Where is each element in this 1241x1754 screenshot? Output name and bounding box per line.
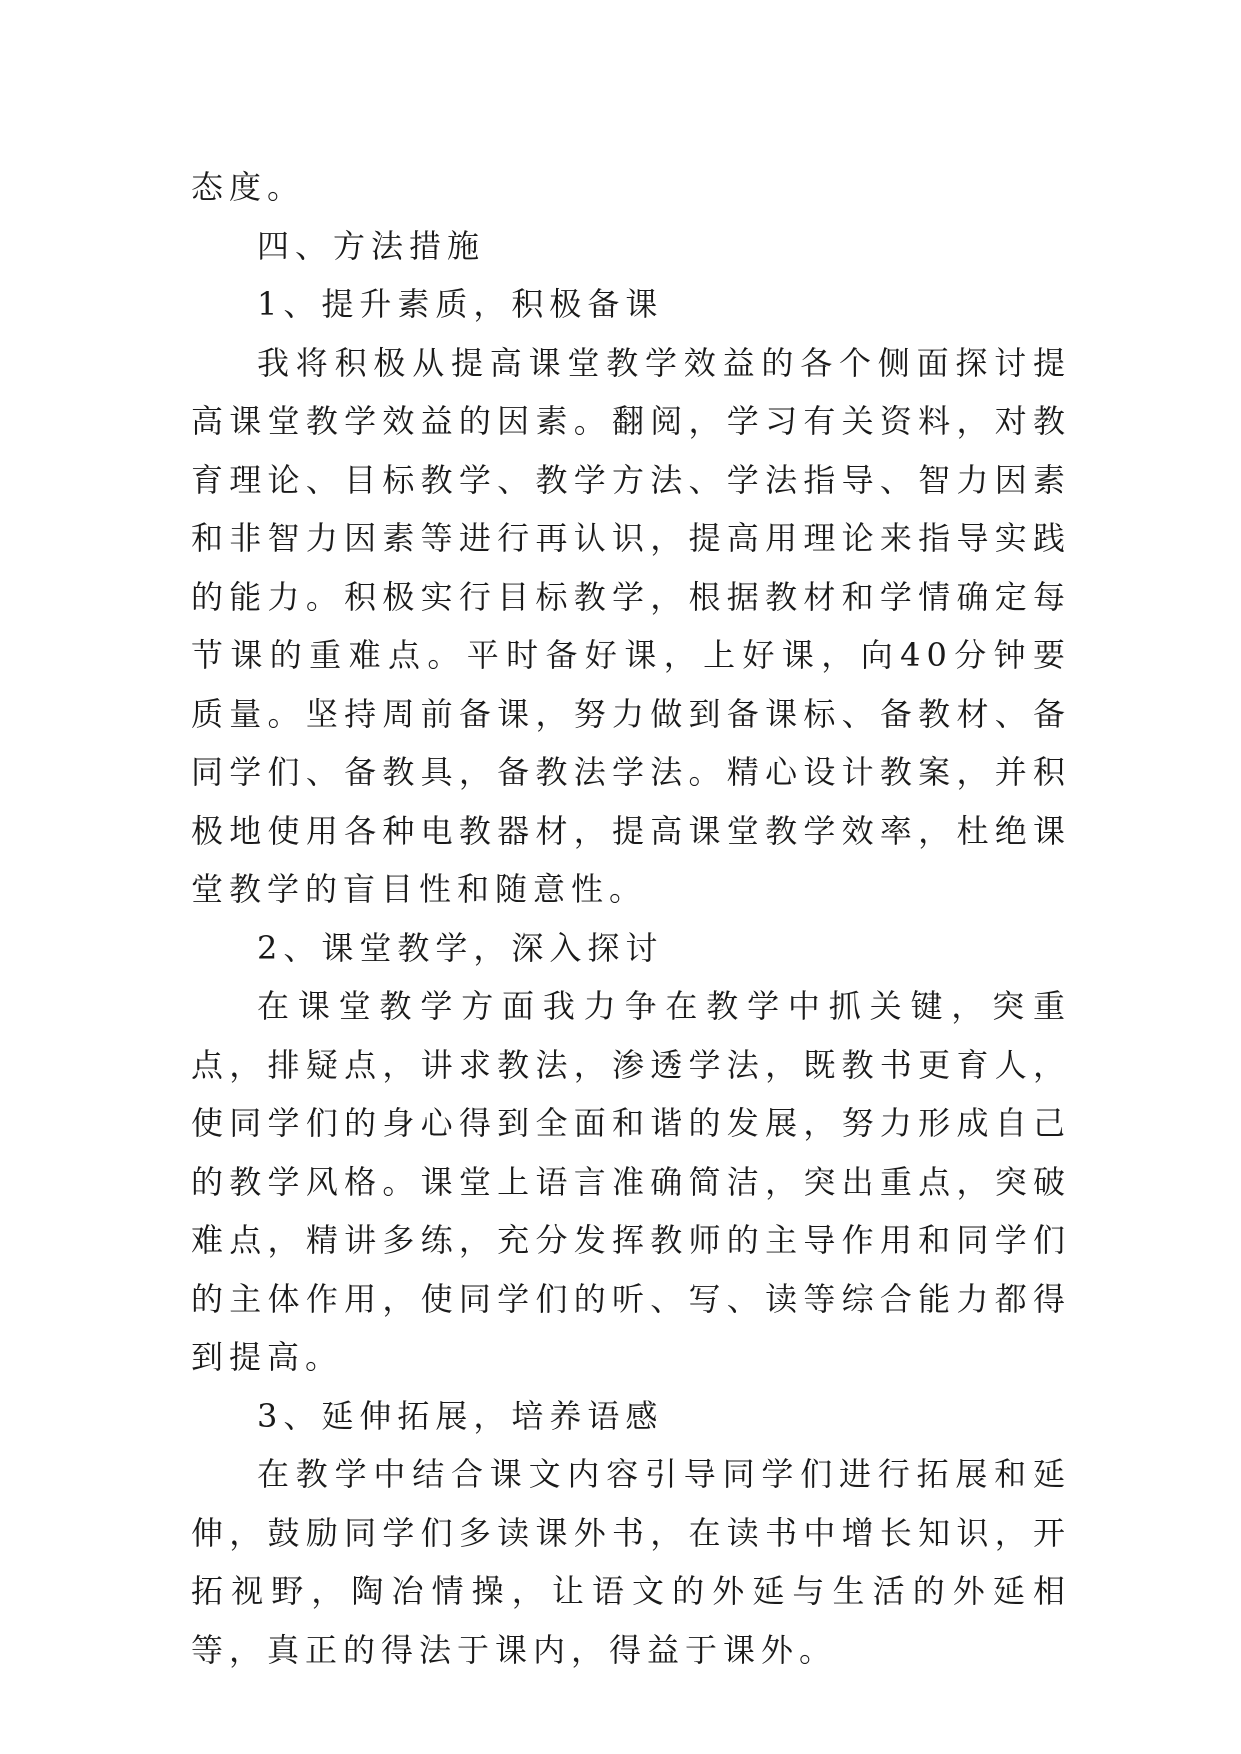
section-heading-methods: 四、方法措施: [257, 226, 486, 265]
subheading-extension: 3、延伸拓展，培养语感: [257, 1396, 664, 1435]
paragraph-extension: 在教学中结合课文内容引导同学们进行拓展和延伸，鼓励同学们多读课外书，在读书中增长知识，开拓视野，陶冶情操，让语文的外延与生活的外延相等，真正的得法于课内，得益于课外。: [191, 1455, 1071, 1669]
document-body: [191, 158, 1071, 1679]
subheading-improve-quality: 1、提升素质，积极备课: [257, 285, 664, 323]
paragraph-continuation: 态度。: [191, 168, 306, 206]
subheading-classroom-teaching: 2、课堂教学，深入探讨: [257, 928, 664, 967]
paragraph-classroom-teaching: 在课堂教学方面我力争在教学中抓关键，突重点，排疑点，讲求教法，渗透学法，既教书更育人，使同学们的身心得到全面和谐的发展，努力形成自己的教学风格。课堂上语言准确简洁，突出重点，突破难点，精讲多练，充分发挥教师的主导作用和同学们的主体作用，使同学们的听、写、读等综合能力都得到提高。: [191, 987, 1071, 1376]
paragraph-lesson-prep: 我将积极从提高课堂教学效益的各个侧面探讨提高课堂教学效益的因素。翻阅，学习有关资料，对教育理论、目标教学、教学方法、学法指导、智力因素和非智力因素等进行再认识，提高用理论来指导实践的能力。积极实行目标教学，根据教材和学情确定每节课的重难点。平时备好课，上好课，向40分钟要质量。坚持周前备课，努力做到备课标、备教材、备同学们、备教具，备教法学法。精心设计教案，并积极地使用各种电教器材，提高课堂教学效率，杜绝课堂教学的盲目性和随意性。: [191, 343, 1071, 908]
